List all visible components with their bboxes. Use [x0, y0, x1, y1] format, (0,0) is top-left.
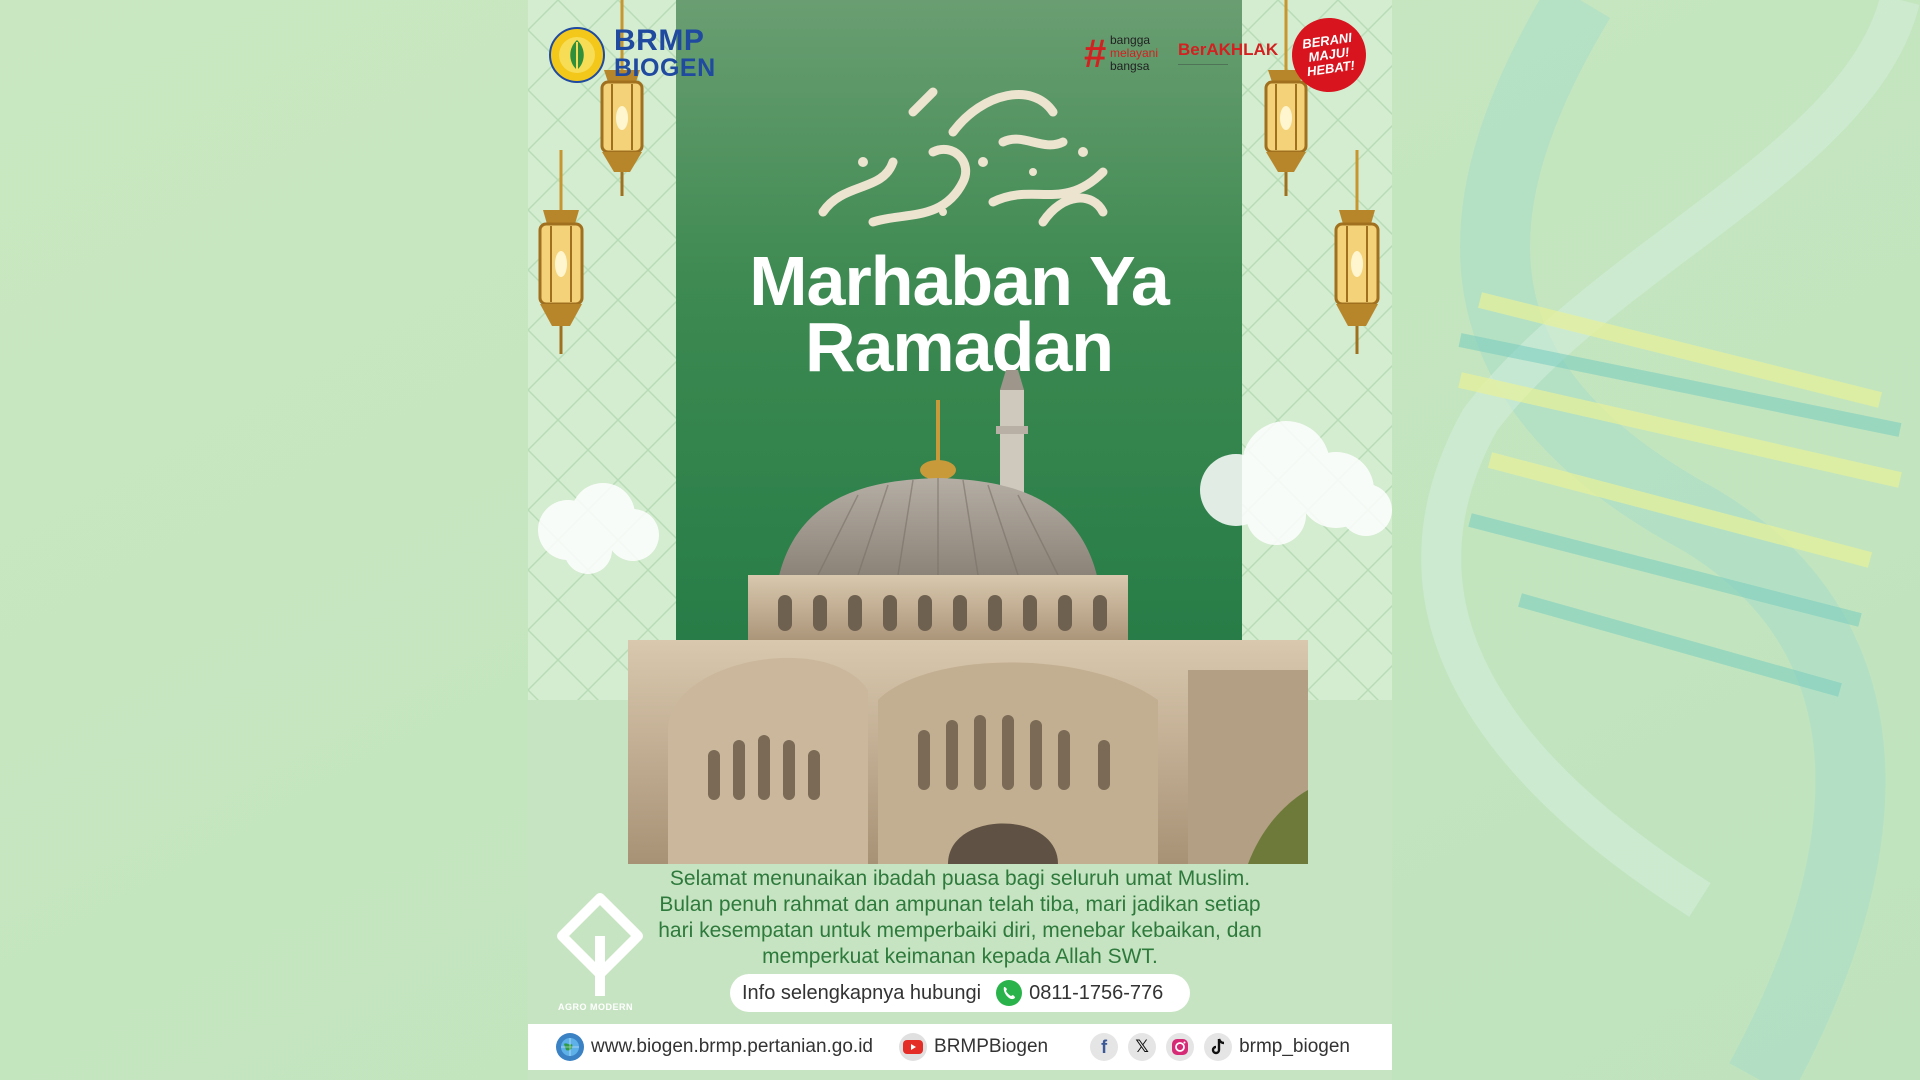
youtube-icon [899, 1033, 927, 1061]
contact-phone[interactable]: 0811-1756-776 [1029, 981, 1164, 1004]
whatsapp-icon [995, 979, 1023, 1007]
melayani-word: melayani [1110, 46, 1159, 60]
headline-line1: Marhaban Ya [749, 242, 1169, 320]
instagram-icon[interactable] [1166, 1033, 1194, 1061]
message-line: memperkuat keimanan kepada Allah SWT. [762, 945, 1158, 968]
youtube-handle[interactable]: BRMPBiogen [934, 1036, 1049, 1057]
message-line: hari kesempatan untuk memperbaiki diri, menebar kebaikan, dan [658, 919, 1262, 942]
ramadan-poster [528, 0, 1392, 1080]
headline-line2: Ramadan [804, 308, 1114, 386]
agro-modern-label: AGRO MODERN [558, 1002, 633, 1012]
message-line: Bulan penuh rahmat dan ampunan telah tiba, mari jadikan setiap [659, 893, 1261, 916]
footer-bar [528, 1024, 1392, 1070]
bangsa-word: bangsa [1110, 59, 1150, 73]
lantern-icon [1324, 150, 1390, 360]
bangga-word: bangga [1110, 33, 1151, 47]
contact-info-pill [730, 974, 1190, 1012]
agro-modern-logo [554, 892, 654, 1016]
berakhlak-logo: BerAKHLAK —————————— [1178, 40, 1293, 80]
berakhlak-text: BerAKHLAK [1178, 40, 1279, 59]
social-handle[interactable]: brmp_biogen [1239, 1036, 1350, 1057]
logo-line2: BIOGEN [614, 54, 716, 82]
ramadan-kareem-calligraphy [803, 72, 1123, 242]
agro-modern-icon [554, 892, 654, 1000]
website-link[interactable]: www.biogen.brmp.pertanian.go.id [591, 1036, 874, 1057]
greeting-message [618, 866, 1302, 970]
message-line: Selamat menunaikan ibadah puasa bagi seluruh umat Muslim. [669, 867, 1251, 890]
berani-text: BERANI MAJU! HEBAT! [1301, 29, 1356, 80]
lantern-icon [528, 150, 594, 360]
logo-line1: BRMP [614, 24, 705, 57]
bangga-melayani-bangsa-logo: # bangga melayani bangsa [1084, 32, 1159, 76]
headline [676, 242, 1242, 386]
brmp-emblem-icon [548, 26, 606, 84]
dna-helix-decoration [1400, 0, 1920, 1080]
x-icon[interactable]: 𝕏 [1128, 1033, 1156, 1061]
brmp-biogen-logo [548, 22, 748, 84]
tiktok-icon[interactable] [1204, 1033, 1232, 1061]
contact-label: Info selengkapnya hubungi [742, 981, 982, 1004]
facebook-icon[interactable]: f [1090, 1033, 1118, 1061]
mosque-illustration [628, 370, 1308, 864]
globe-icon [556, 1033, 584, 1061]
